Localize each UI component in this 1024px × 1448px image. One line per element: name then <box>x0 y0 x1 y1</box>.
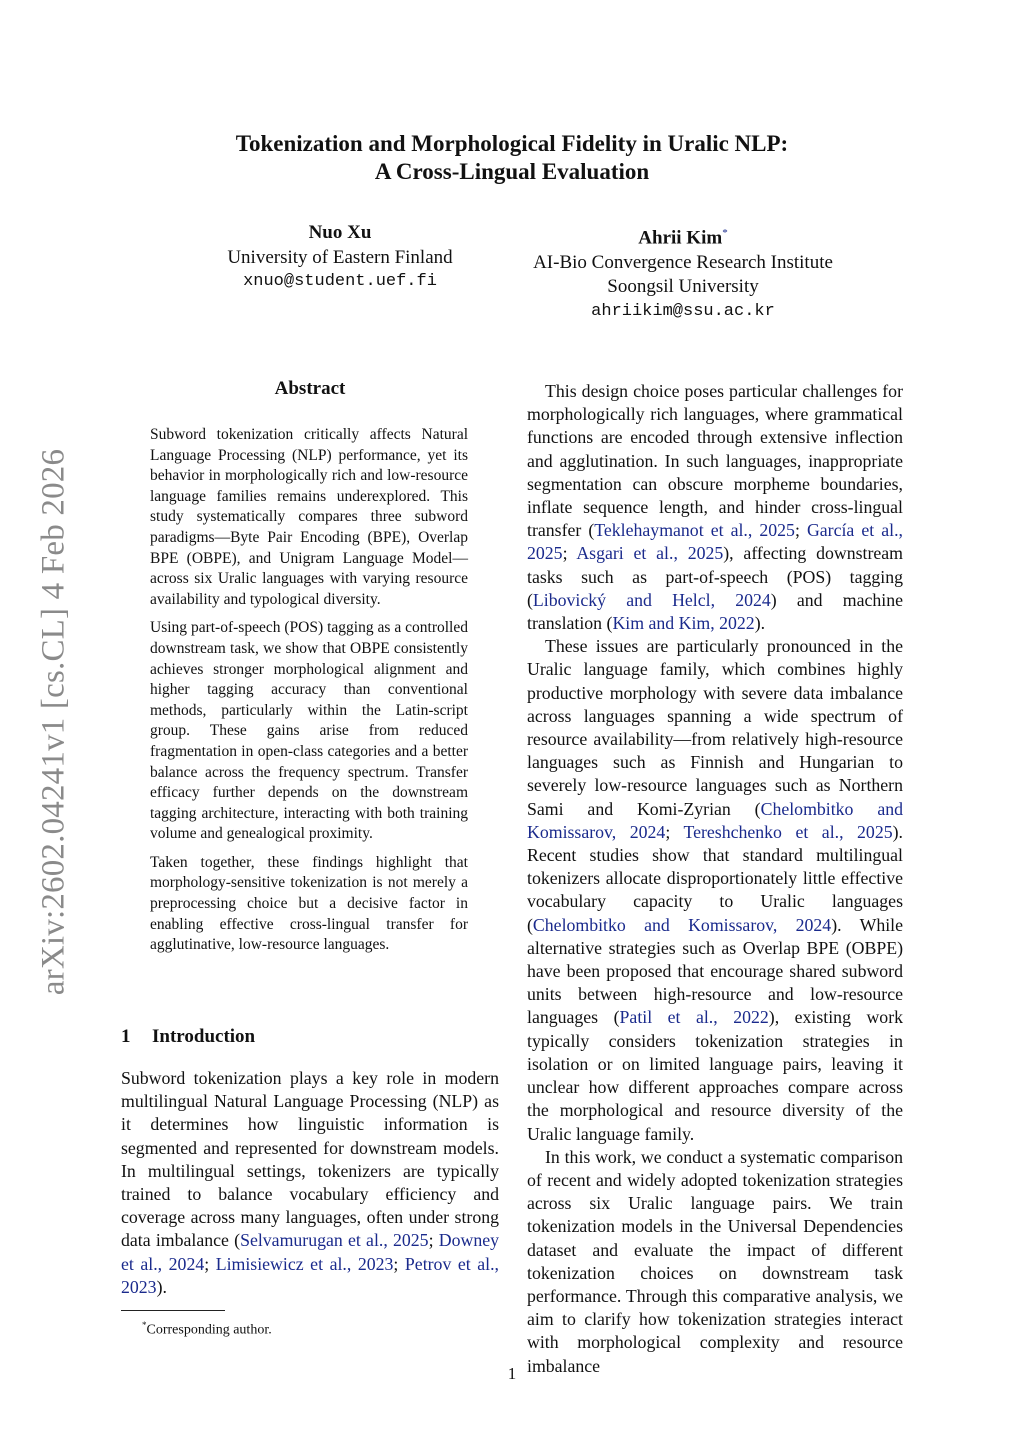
author-email[interactable]: ahriikim@ssu.ac.kr <box>591 301 775 321</box>
paragraph-text: ). <box>156 1276 167 1297</box>
section-heading-introduction <box>121 1026 255 1048</box>
citation-link[interactable]: Petrov et al., 2023 <box>121 1253 499 1297</box>
footnote <box>142 1316 272 1340</box>
citation-separator: ; <box>204 1253 216 1274</box>
footnote-text: Corresponding author. <box>146 1322 272 1338</box>
author-affiliation: Soongsil University <box>607 276 759 298</box>
citation-link[interactable]: Patil et al., 2022 <box>619 1007 769 1028</box>
citation-separator: ; <box>794 520 807 541</box>
paragraph-text: ). While alternative strategies such as Overlap BPE (OBPE) have been proposed that encourage shared subword units between high-resource and low-resource languages ( <box>527 914 904 1028</box>
citation-link[interactable]: Selvamurugan et al., 2025 <box>240 1230 429 1251</box>
citation-link[interactable]: Libovický and Helcl, 2024 <box>532 589 771 610</box>
author-block-2 <box>513 221 853 324</box>
citation-separator: ; <box>562 543 577 564</box>
paragraph-text: ). <box>754 613 766 634</box>
citation-link[interactable]: Chelombitko and Komissarov, 2024 <box>532 914 832 935</box>
body-paragraph <box>527 380 903 635</box>
intro-body <box>121 1067 499 1299</box>
paragraph-text: ), affecting downstream tasks such as part-of-speech (POS) tagging ( <box>527 543 904 610</box>
author-email[interactable]: xnuo@student.uef.fi <box>243 272 437 291</box>
paragraph-text: ) and machine translation ( <box>527 589 903 634</box>
author-name: Ahrii Kim <box>638 227 723 249</box>
citation-link[interactable]: Chelombitko and Komissarov, 2024 <box>527 798 903 842</box>
footnote-rule <box>121 1310 225 1311</box>
citation-separator: ; <box>665 821 684 842</box>
abstract-paragraph: Taken together, these findings highlight that morphology-sensitive tokenization is not merely a preprocessing choice but a decisive factor in enabling effective cross-lingual transfer for agglutinative, low-resource languages. <box>150 853 468 954</box>
author-affiliation: University of Eastern Finland <box>227 246 453 268</box>
title-line-2: A Cross-Lingual Evaluation <box>374 159 650 184</box>
paragraph-text: This design choice poses particular challenges for morphologically rich languages, where grammatical functions are encoded through extensive inflection and agglutination. In such languages, inappropriate segmentation can obscure morpheme boundaries, inflate sequence length, and hinder cross-lingual transfer ( <box>527 381 903 541</box>
author-affiliation: AI-Bio Convergence Research Institute <box>533 251 833 273</box>
corresponding-author-mark[interactable]: * <box>722 227 728 239</box>
author-block-1 <box>210 221 470 295</box>
citation-link[interactable]: Tereshchenko et al., 2025 <box>683 821 893 842</box>
paragraph-text: Subword tokenization plays a key role in modern multilingual Natural Language Processing (NLP) as it determines how linguistic information is segmented and represented for downstream models. In multilingual settings, tokenizers are typically trained to balance vocabulary efficiency and coverage across many languages, often under strong data imbalance ( <box>121 1068 499 1251</box>
right-column <box>527 380 903 1378</box>
arxiv-side-stamp <box>28 432 80 1012</box>
arxiv-stamp-text: arXiv:2602.04241v1 [cs.CL] 4 Feb 2026 <box>35 448 72 996</box>
abstract-paragraph: Subword tokenization critically affects Natural Language Processing (NLP) performance, yet its behavior in morphologically rich and low-resource language families remains underexplored. This study systematically compares three subword paradigms—Byte Pair Encoding (BPE), Overlap BPE (OBPE), and Unigram Language Model—across six Uralic languages with varying resource availability and typological diversity. <box>150 426 468 608</box>
body-paragraph <box>527 635 903 1145</box>
footnote-mark: * <box>142 1320 147 1330</box>
citation-link[interactable]: Downey et al., 2024 <box>121 1230 499 1274</box>
citation-link[interactable]: Kim and Kim, 2022 <box>612 613 755 634</box>
section-number: 1 <box>121 1026 131 1047</box>
citation-link[interactable]: Teklehaymanot et al., 2025 <box>594 520 795 541</box>
paragraph-text: ), existing work typically considers tokenization strategies in isolation or on limited language pairs, leaving it unclear how different approaches compare across the morphological and resource diversity of the Uralic language family. <box>527 1007 904 1144</box>
citation-link[interactable]: Limisiewicz et al., 2023 <box>215 1253 394 1274</box>
abstract-paragraph: Using part-of-speech (POS) tagging as a controlled downstream task, we show that OBPE consistently achieves stronger morphological alignment and higher tagging accuracy than conventional methods, particularly within the Latin-script group. These gains arise from reduced fragmentation in open-class categories and a better balance across the frequency spectrum. Transfer efficacy further depends on the downstream tagging architecture, interacting with both training volume and genealogical proximity. <box>150 619 468 843</box>
page-number: 1 <box>507 1364 517 1383</box>
citation-separator: ; <box>393 1253 405 1274</box>
section-title: Introduction <box>152 1026 256 1047</box>
body-paragraph <box>121 1067 499 1299</box>
author-name: Nuo Xu <box>308 222 372 243</box>
citation-link[interactable]: Asgari et al., 2025 <box>576 543 724 564</box>
citation-separator: ; <box>428 1230 439 1251</box>
title-line-1: Tokenization and Morphological Fidelity in Uralic NLP: <box>235 131 789 156</box>
citation-link[interactable]: García et al., 2025 <box>527 520 903 564</box>
abstract-body <box>150 425 468 964</box>
paper-title <box>0 130 1024 186</box>
abstract-heading: Abstract <box>274 378 346 399</box>
author-name-line <box>513 221 853 251</box>
paragraph-text: ). Recent studies show that standard multilingual tokenizers allocate disproportionately little effective vocabulary capacity to Uralic languages ( <box>527 821 903 935</box>
body-paragraph: In this work, we conduct a systematic comparison of recent and widely adopted tokenization strategies across six Uralic language pairs. We train tokenization models in the Universal Dependencies dataset and evaluate the impact of different tokenization choices on downstream task performance. Through this comparative analysis, we aim to clarify how tokenization strategies interact with morphological complexity and resource imbalance <box>527 1146 903 1376</box>
paragraph-text: These issues are particularly pronounced in the Uralic language family, which combines highly productive morphology with severe data imbalance across languages spanning a wide spectrum of resource availability—from relatively high-resource languages such as Finnish and Hungarian to severely low-resource languages such as Northern Sami and Komi-Zyrian ( <box>527 636 903 819</box>
